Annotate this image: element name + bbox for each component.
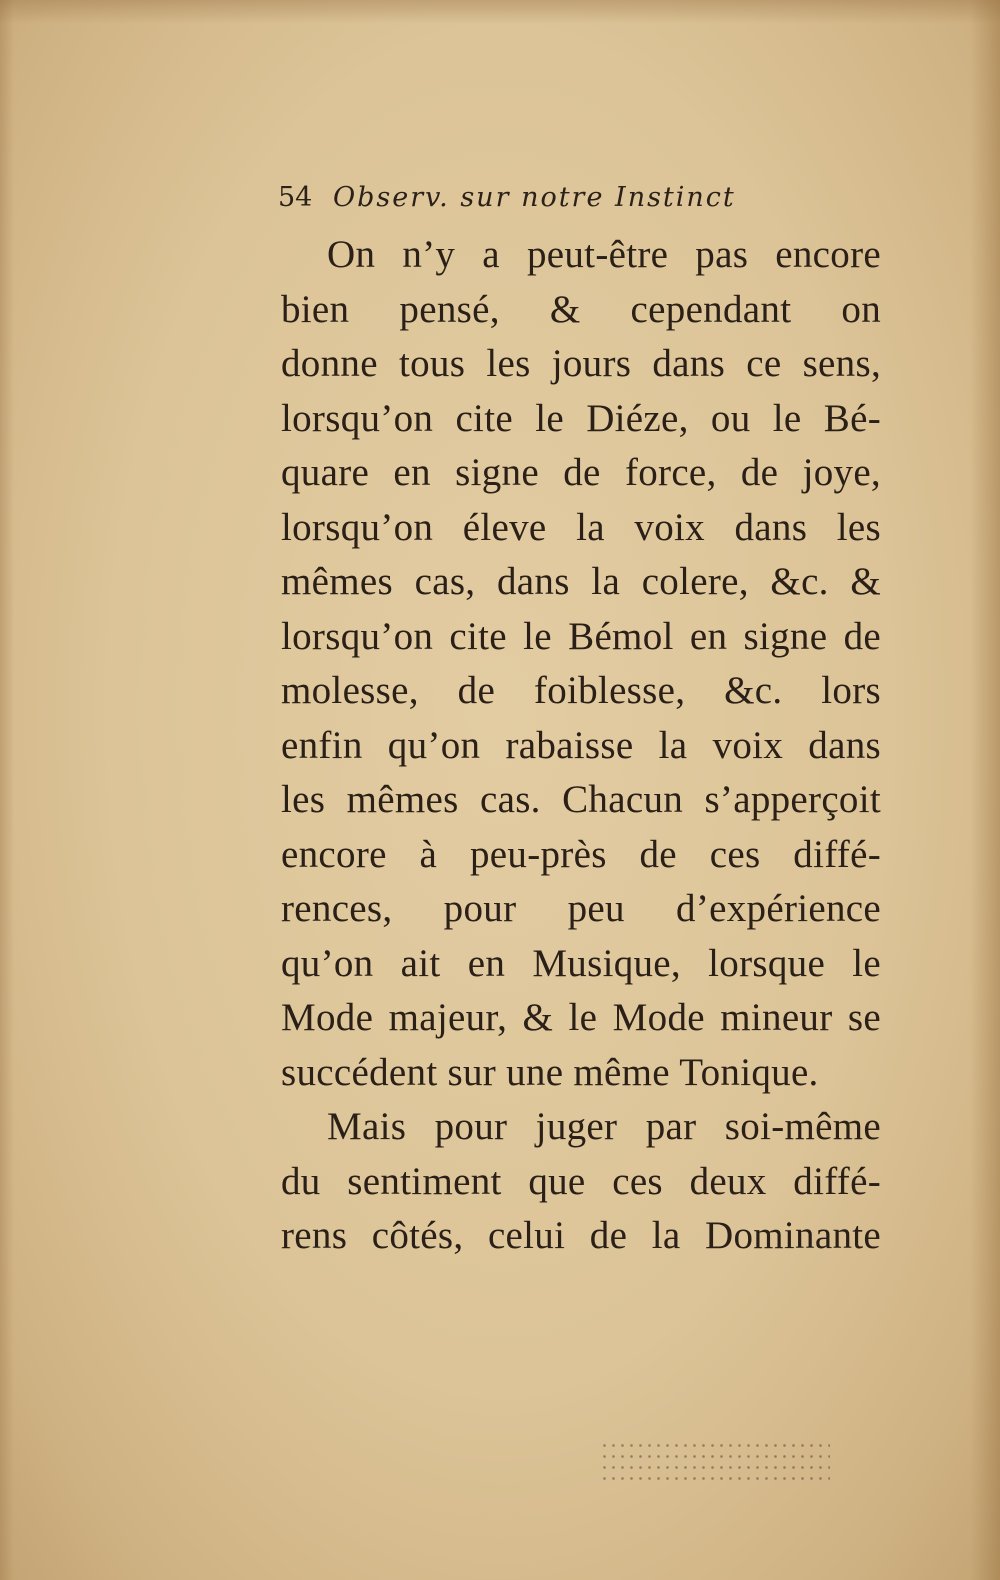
text-line: On n’y a peut-être pas encore (327, 233, 881, 276)
page-shadow-left (0, 0, 14, 1580)
text-line: Mode majeur, & le Mode mineur se (281, 996, 881, 1039)
running-header (278, 182, 878, 213)
text-line: enfin qu’on rabaisse la voix dans (281, 723, 881, 767)
text-line: lorsqu’on cite le Diéze, ou le Bé- (281, 396, 881, 440)
text-line: lorsqu’on cite le Bémol en signe de (281, 614, 881, 658)
body-text (281, 228, 881, 1264)
text-line: bien pensé, & cependant on (281, 287, 881, 331)
page-number: 54 (278, 182, 313, 213)
text-line: donne tous les jours dans ce sens, (281, 342, 881, 385)
text-line: rens côtés, celui de la Dominante (281, 1214, 881, 1257)
text-line: molesse, de foiblesse, &c. lors (281, 669, 881, 712)
text-line: rences, pour peu d’expérience (281, 887, 881, 930)
text-line: mêmes cas, dans la colere, &c. & (281, 560, 881, 603)
text-line: quare en signe de force, de joye, (281, 451, 881, 494)
ink-speckle (600, 1440, 830, 1480)
text-line: qu’on ait en Musique, lorsque le (281, 941, 881, 985)
text-line: succédent sur une même Tonique. (281, 1050, 819, 1094)
text-line: les mêmes cas. Chacun s’apperçoit (281, 778, 881, 821)
text-line: encore à peu-près de ces diffé- (281, 832, 881, 876)
page-shadow-top (0, 0, 1000, 24)
running-title: Observ. sur notre Instinct (332, 182, 736, 213)
text-line: lorsqu’on éleve la voix dans les (281, 505, 881, 549)
page-shadow-right (970, 0, 1000, 1580)
text-line: Mais pour juger par soi-même (327, 1105, 881, 1148)
text-line: du sentiment que ces deux diffé- (281, 1159, 881, 1203)
